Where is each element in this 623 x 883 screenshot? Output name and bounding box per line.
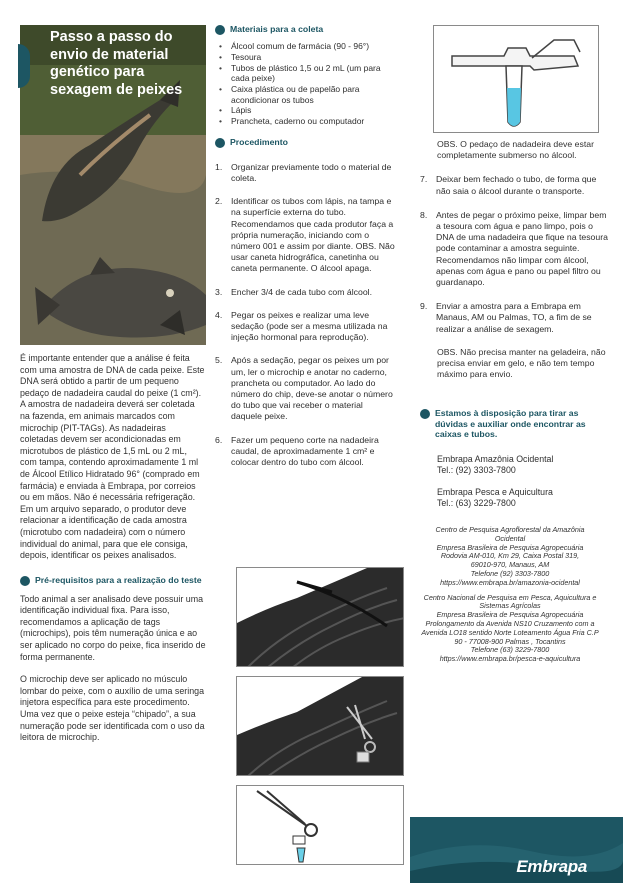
procedure-steps-continued bbox=[420, 174, 610, 334]
material-item: • Tesoura bbox=[215, 52, 395, 62]
obs-submerged: OBS. O pedaço de nadadeira deve estar completamente submerso no álcool. bbox=[437, 139, 594, 161]
prereq-heading-text: Pré-requisitos para a realização do teste bbox=[35, 574, 202, 585]
step-item: 9. Enviar a amostra para a Embrapa em Manaus, AM ou Palmas, TO, a fim de se realizar a análise de sexagem. bbox=[420, 301, 592, 334]
procedure-steps bbox=[215, 162, 395, 468]
page-title: Passo a passo do envio de material genético para sexagem de peixes bbox=[50, 29, 183, 98]
material-item: • Álcool comum de farmácia (90 - 96°) bbox=[215, 41, 395, 51]
contact-block-2 bbox=[420, 487, 610, 510]
bullet-dot-icon bbox=[215, 25, 225, 35]
illustration-scissors bbox=[236, 676, 404, 776]
hero-photo bbox=[20, 25, 206, 345]
obs-refrigeration: OBS. Não precisa manter na geladeira, não precisa enviar em gelo, e não tem tempo máximo para envio. bbox=[437, 346, 606, 380]
title-accent-tab bbox=[18, 44, 30, 88]
contact-phone: Tel.: (63) 3229-7800 bbox=[437, 498, 516, 509]
illustration-tube bbox=[236, 785, 404, 865]
brand-banner bbox=[410, 817, 623, 883]
material-item: • Tubos de plástico 1,5 ou 2 mL (um para cada peixe) bbox=[215, 63, 395, 84]
material-item: • Caixa plástica ou de papelão para acondicionar os tubos bbox=[215, 84, 395, 105]
step-item: 8. Antes de pegar o próximo peixe, limpar bem a tesoura com água e pano limpo, pois o DNA de uma nadadeira que fique na tesoura pode contaminar a amostra seguinte. Recomendamos não limpar com álcool, apenas com água e pano ou papel filtro ou guardanapo. bbox=[420, 209, 608, 288]
contact-heading-text: Estamos à disposição para tirar as dúvidas e auxiliar onde encontrar as caixas e tubos. bbox=[435, 408, 586, 440]
step-item: 1. Organizar previamente todo o material de coleta. bbox=[215, 161, 392, 183]
contact-heading bbox=[420, 408, 600, 440]
step-item: 7. Deixar bem fechado o tubo, de forma que não saia o álcool durante o transporte. bbox=[420, 174, 597, 196]
bullet-dot-icon bbox=[215, 138, 225, 148]
step-item: 4. Pegar os peixes e realizar uma leve sedação (pode ser a mesma utilizada na injeção hormonal para reprodução). bbox=[215, 309, 388, 343]
materials-heading bbox=[215, 24, 411, 35]
contact-block-1 bbox=[420, 454, 610, 477]
contact-name: Embrapa Amazônia Ocidental bbox=[437, 453, 554, 464]
contact-phone: Tel.: (92) 3303-7800 bbox=[437, 465, 516, 476]
prereq-paragraph-2: O microchip deve ser aplicado no músculo lombar do peixe, com o auxílio de uma seringa injetora específica para este procedimento. Uma vez que o peixe esteja “chipado”, a sua numeração pode ser identificada com o uso da leitora de microchip. bbox=[20, 674, 205, 743]
intro-paragraph: É importante entender que a análise é feita com uma amostra de DNA de cada peixe. Este DNA será obtido a partir de um pequeno pedaço de nadadeira caudal do peixe (1 cm²). A amostra de nadadeira deverá ser coletada na fazenda, em animais marcados com microchip (PIT-TAGs). As nadadeiras coletadas devem ser acondicionadas em microtubos de plástico de 1,5 mL ou 2 mL, com tampa, contendo aproximadamente 1 ml de Álcool Etílico Hidratado 96° (comprado em farmácia) e enviada à Embrapa, por correios ou em mãos. Não é necessária refrigeração. Em um arquivo separado, o produtor deve relacionar a identificação de cada amostra (microtubo com nadadeira) com o número individual do animal, para que ele consiga, depois, identificar os peixes analisados. bbox=[20, 353, 205, 561]
step-item: 2. Identificar os tubos com lápis, na tampa e na superfície externa do tubo. Recomendamos que cada produtor faça a própria numeração, iniciando com o número 001 e assim por diante. OBS. Não usar caneta hidrográfica, canetinha ou caneta permanente. O álcool apaga. bbox=[215, 196, 395, 274]
bullet-dot-icon bbox=[420, 409, 430, 419]
procedure-heading bbox=[215, 137, 411, 148]
step-item: 6. Fazer um pequeno corte na nadadeira caudal, de aproximadamente 1 cm² e colocar dentro do tubo com álcool. bbox=[215, 434, 379, 468]
material-item: • Lápis bbox=[215, 105, 395, 115]
embrapa-logo: Embrapa bbox=[516, 857, 587, 876]
prereq-heading bbox=[20, 575, 204, 586]
contact-name: Embrapa Pesca e Aquicultura bbox=[437, 486, 553, 497]
step-item: 3. Encher 3/4 de cada tubo com álcool. bbox=[215, 286, 373, 297]
prereq-paragraph-1: Todo animal a ser analisado deve possuir uma identificação individual fixa. Para isso, recomendamos a aplicação de tags (microchips), pois têm numeração única e ao ser aplicado no corpo do peixe, fica inserido de forma permanente. bbox=[20, 593, 206, 662]
materials-list bbox=[215, 41, 395, 127]
bullet-dot-icon bbox=[20, 576, 30, 586]
material-item: • Prancheta, caderno ou computador bbox=[215, 116, 395, 126]
illustration-tube-closed bbox=[433, 25, 599, 133]
footer-address-2: Centro Nacional de Pesquisa em Pesca, Aquicultura e Sistemas Agrícolas Empresa Brasileira de Pesquisa Agropecuária Prolongamento da Avenida NS10 Cruzamento com a Avenida LO18 sentido Norte Loteamento Água Fria C.P 90 - 77008-900 Palmas , Tocantins Telefone (63) 3229-7800 https://www.embrapa.br/pesca-e-aquicultura bbox=[421, 592, 599, 664]
materials-heading-text: Materiais para a coleta bbox=[230, 24, 324, 34]
illustration-fin-cut bbox=[236, 567, 404, 667]
procedure-heading-text: Procedimento bbox=[230, 136, 288, 147]
step-item: 5. Após a sedação, pegar os peixes um por um, ler o microchip e anotar no caderno, prancheta ou computador. Ao lado do número do chip, deve-se anotar o número do tubo que vai receber o material daquele peixe. bbox=[215, 355, 393, 422]
footer-address-1: Centro de Pesquisa Agroflorestal da Amazônia Ocidental Empresa Brasileira de Pesquisa Agropecuária Rodovia AM-010, Km 29, Caixa Postal 319, 69010-970, Manaus, AM Telefone (92) 3303-7800 https://www.embrapa.br/amazonia-ocidental bbox=[435, 524, 585, 587]
